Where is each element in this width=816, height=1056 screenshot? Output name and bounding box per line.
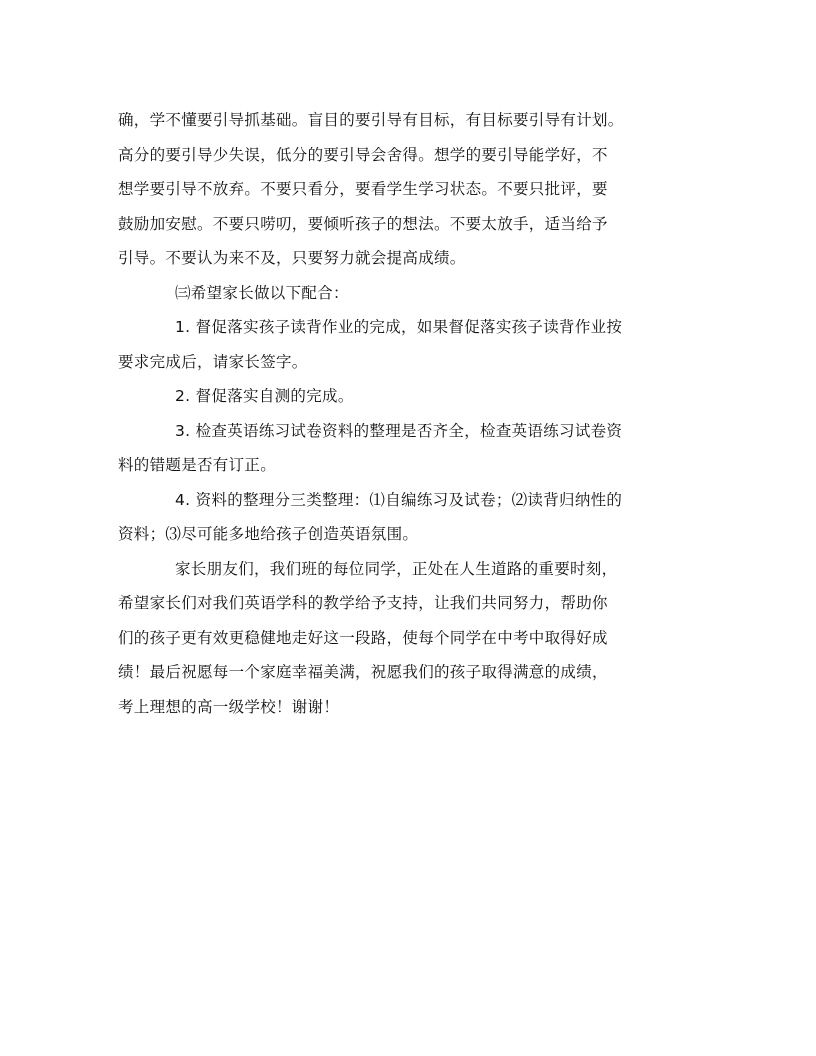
section-heading: ㈢希望家长做以下配合： [175, 283, 349, 302]
closing-paragraph: 家长朋友们，我们班的每位同学，正处在人生道路的重要时刻， [175, 559, 618, 578]
text-line: 鼓励加安慰。不要只唠叨，要倾听孩子的想法。不要太放手，适当给予 [118, 214, 608, 233]
text-line: 想学要引导不放弃。不要只看分，要看学生学习状态。不要只批评，要 [118, 180, 608, 198]
text-line: 们的孩子更有效更稳健地走好这一段路，使每个同学在中考中取得好成 [118, 628, 608, 647]
text-line: 高分的要引导少失误，低分的要引导会舍得。想学的要引导能学好，不 [118, 145, 608, 164]
text-line: 引导。不要认为来不及，只要努力就会提高成绩。 [118, 249, 466, 267]
list-item-4: 4. 资料的整理分三类整理：⑴自编练习及试卷；⑵读背归纳性的 [175, 490, 623, 509]
document-body [118, 103, 700, 724]
text-line: 料的错题是否有订正。 [118, 456, 277, 474]
text-line: 希望家长们对我们英语学科的教学给予支持，让我们共同努力，帮助你 [118, 594, 608, 612]
text-line: 考上理想的高一级学校！谢谢！ [118, 697, 340, 716]
text-line: 确，学不懂要引导抓基础。盲目的要引导有目标，有目标要引导有计划。 [118, 111, 624, 129]
text-line: 资料；⑶尽可能多地给孩子创造英语氛围。 [118, 525, 419, 543]
list-item-3: 3. 检查英语练习试卷资料的整理是否齐全，检查英语练习试卷资 [175, 421, 623, 440]
text-line: 要求完成后，请家长签字。 [118, 352, 308, 371]
text-line: 绩！最后祝愿每一个家庭幸福美满，祝愿我们的孩子取得满意的成绩， [118, 663, 608, 681]
list-item-2: 2. 督促落实自测的完成。 [175, 387, 354, 405]
list-item-1: 1. 督促落实孩子读背作业的完成，如果督促落实孩子读背作业按 [175, 318, 623, 336]
